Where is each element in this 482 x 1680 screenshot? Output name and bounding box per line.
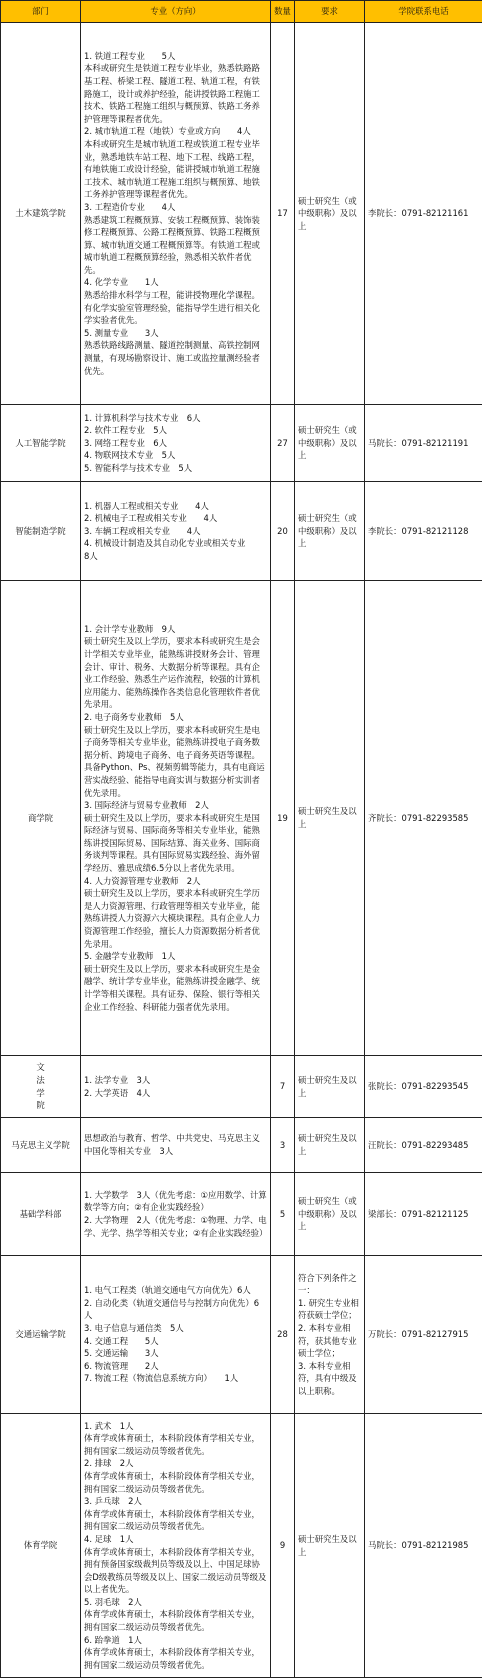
table-row xyxy=(1,405,482,482)
phone-cell: 马院长：0791-82121985 xyxy=(365,1414,482,1678)
table-row xyxy=(1,1414,482,1678)
phone-cell: 张院长：0791-82293545 xyxy=(365,1056,482,1118)
table-row xyxy=(1,1056,482,1118)
major-cell: 1. 铁道工程专业 5人 本科或研究生是铁道工程专业毕业，熟悉铁路路基工程、桥梁工程、隧道工程、轨道工程，有铁路施工，设计或养护经验，能讲授铁路工程施工技术、铁路工程施工组织与概预算、铁路工务养护管理等课程者优先。 2. 城市轨道工程（地铁）专业或方向 4人 本科或研究生是城市轨道工程或铁道工程专业毕业，熟悉地铁车站工程、地下工程、线路工程，有地铁施工或设计经验，能讲授城市轨道工程施工技术、城市轨道工程施工组织与概预算、地铁工务养护管理等课程者优先。 3. 工程造价专业 4人 熟悉建筑工程概预算、安装工程概预算、装饰装修工程概预算、公路工程概预算、铁路工程概预算、城市轨道交通工程概预算等。有铁道工程或城市轨道工程概预算经验，熟悉相关软件者优先。 4. 化学专业 1人 熟悉给排水科学与工程，能讲授物理化学课程。有化学实验室管理经验，能指导学生进行相关化学实验者优先。 5. 测量专业 3人 熟悉铁路线路测量、隧道控制测量、高铁控制网测量，有现场勘察设计、施工或监控量测经验者优先。 xyxy=(81,23,271,405)
dept-cell: 土木建筑学院 xyxy=(1,23,81,405)
requirement-cell: 符合下列条件之一： 1. 研究生专业相符获硕士学位； 2. 本科专业相符，获其他专业硕士学位； 3. 本科专业相符，具有中级及以上职称。 xyxy=(295,1256,365,1414)
phone-cell: 汪院长：0791-82293485 xyxy=(365,1118,482,1173)
dept-cell: 商学院 xyxy=(1,581,81,1056)
dept-cell: 马克思主义学院 xyxy=(1,1118,81,1173)
count-cell: 5 xyxy=(271,1173,295,1256)
dept-cell: 人工智能学院 xyxy=(1,405,81,482)
table-row xyxy=(1,482,482,581)
major-cell: 1. 大学数学 3人（优先考虑：①应用数学、计算数学等方向；②有企业实践经验） 2. 大学物理 2人（优先考虑：①物理、力学、电学、光学、热学等相关专业；②有企业实践经验） xyxy=(81,1173,271,1256)
dept-cell: 智能制造学院 xyxy=(1,482,81,581)
requirement-cell: 硕士研究生及以上 xyxy=(295,1056,365,1118)
requirement-cell: 硕士研究生及以上 xyxy=(295,1118,365,1173)
count-cell: 9 xyxy=(271,1414,295,1678)
header-major: 专业（方向） xyxy=(81,1,271,23)
header-count: 数量 xyxy=(271,1,295,23)
major-cell: 1. 电气工程类（轨道交通电气方向优先）6人 2. 自动化类（轨道交通信号与控制方向优先）6人 3. 电子信息与通信类 5人 4. 交通工程 5人 5. 交通运输 3人 6. 物流管理 2人 7. 物流工程（物流信息系统方向） 1人 xyxy=(81,1256,271,1414)
phone-cell: 马院长：0791-82121191 xyxy=(365,405,482,482)
requirement-cell: 硕士研究生及以上 xyxy=(295,581,365,1056)
phone-cell: 梁部长：0791-82121125 xyxy=(365,1173,482,1256)
count-cell: 3 xyxy=(271,1118,295,1173)
dept-cell: 交通运输学院 xyxy=(1,1256,81,1414)
dept-cell: 体育学院 xyxy=(1,1414,81,1678)
header-row xyxy=(1,1,482,23)
phone-cell: 李院长：0791-82121161 xyxy=(365,23,482,405)
major-cell: 思想政治与教育、哲学、中共党史、马克思主义中国化等相关专业 3人 xyxy=(81,1118,271,1173)
phone-cell: 齐院长：0791-82293585 xyxy=(365,581,482,1056)
requirement-cell: 硕士研究生（或中级职称）及以上 xyxy=(295,482,365,581)
major-cell: 1. 机器人工程或相关专业 4人 2. 机械电子工程或相关专业 4人 3. 车辆工程或相关专业 4人 4. 机械设计制造及其自动化专业或相关专业 8人 xyxy=(81,482,271,581)
major-cell: 1. 计算机科学与技术专业 6人 2. 软件工程专业 5人 3. 网络工程专业 6人 4. 物联网技术专业 5人 5. 智能科学与技术专业 5人 xyxy=(81,405,271,482)
requirement-cell: 硕士研究生（或中级职称）及以上 xyxy=(295,23,365,405)
count-cell: 19 xyxy=(271,581,295,1056)
dept-cell: 文 法 学 院 xyxy=(1,1056,81,1118)
major-cell: 1. 法学专业 3人 2. 大学英语 4人 xyxy=(81,1056,271,1118)
header-dept: 部门 xyxy=(1,1,81,23)
phone-cell: 李院长：0791-82121128 xyxy=(365,482,482,581)
header-phone: 学院联系电话 xyxy=(365,1,482,23)
table-row xyxy=(1,1118,482,1173)
requirement-cell: 硕士研究生（或中级职称）及以上 xyxy=(295,405,365,482)
count-cell: 20 xyxy=(271,482,295,581)
major-cell: 1. 武术 1人 体育学或体育硕士，本科阶段体育学相关专业，拥有国家二级运动员等级者优先。 2. 排球 2人 体育学或体育硕士，本科阶段体育学相关专业，拥有国家二级运动员等级者优先。 3. 乒乓球 2人 体育学或体育硕士，本科阶段体育学相关专业，拥有国家二级运动员等级者优先。 4. 足球 1人 体育学或体育硕士，本科阶段体育学相关专业，拥有预备国家级裁判员等级及以上、中国足球协会D级教练员等级及以上、国家二级运动员等级及以上者优先。 5. 羽毛球 2人 体育学或体育硕士，本科阶段体育学相关专业，拥有国家二级运动员等级者优先。 6. 跆拳道 1人 体育学或体育硕士，本科阶段体育学相关专业，拥有国家二级运动员等级者优先。 xyxy=(81,1414,271,1678)
dept-cell: 基础学科部 xyxy=(1,1173,81,1256)
phone-cell: 万院长：0791-82127915 xyxy=(365,1256,482,1414)
table-row xyxy=(1,581,482,1056)
major-cell: 1. 会计学专业教师 9人 硕士研究生及以上学历，要求本科或研究生是会计学相关专业毕业，能熟练讲授财务会计、管理会计、审计、税务、大数据分析等课程。具有企业工作经验、熟悉生产运作流程，较强的计算机应用能力、能熟练操作各类信息化管理软件者优先录用。 2. 电子商务专业教师 5人 硕士研究生及以上学历，要求本科或研究生是电子商务等相关专业毕业，能熟练讲授电子商务数据分析、跨境电子商务、电子商务英语等课程。具备Python、Ps、视频剪辑等能力，具有电商运营实战经验、能指导电商实训与数据分析实训者优先录用。 3. 国际经济与贸易专业教师 2人 硕士研究生及以上学历，要求本科或研究生是国际经济与贸易、国际商务等相关专业毕业，能熟练讲授国际贸易、国际结算、海关业务、国际商务谈判等课程。具有国际贸易实践经验、海外留学经历、雅思成绩6.5分以上者优先录用。 4. 人力资源管理专业教师 2人 硕士研究生及以上学历，要求本科或研究生学历是人力资源管理、行政管理等相关专业毕业，能熟练讲授人力资源六大模块课程。具有企业人力资源管理工作经验，擅长人力资源数据分析者优先录用。 5. 金融学专业教师 1人 硕士研究生及以上学历，要求本科或研究生是金融学、统计学专业毕业，能熟练讲授金融学、统计学等相关课程。具有证券、保险、银行等相关企业工作经验、科研能力强者优先录用。 xyxy=(81,581,271,1056)
header-requirement: 要求 xyxy=(295,1,365,23)
count-cell: 17 xyxy=(271,23,295,405)
table-row xyxy=(1,1256,482,1414)
count-cell: 27 xyxy=(271,405,295,482)
count-cell: 7 xyxy=(271,1056,295,1118)
requirement-cell: 硕士研究生及以上 xyxy=(295,1414,365,1678)
count-cell: 28 xyxy=(271,1256,295,1414)
table-row xyxy=(1,23,482,405)
requirement-cell: 硕士研究生（或中级职称）及以上 xyxy=(295,1173,365,1256)
table-row xyxy=(1,1173,482,1256)
